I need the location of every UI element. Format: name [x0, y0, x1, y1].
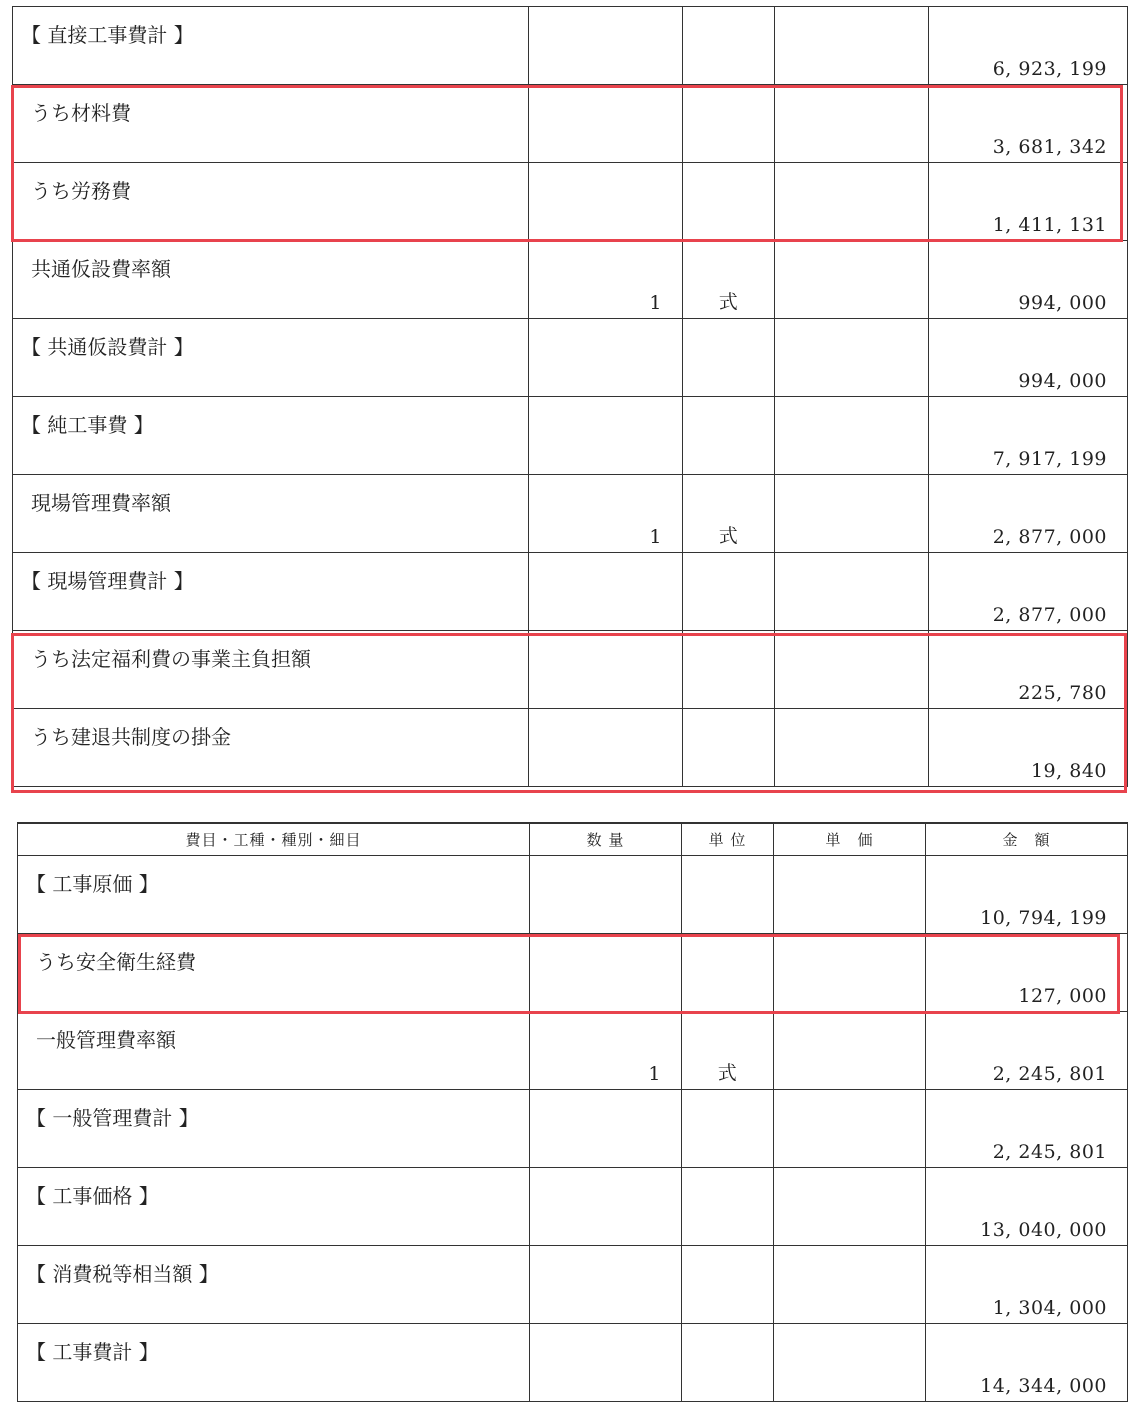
amount-value: 2, 877, 000	[992, 526, 1107, 548]
cost-table-lower	[17, 822, 1128, 1402]
table-row	[18, 1012, 1128, 1090]
quantity-cell	[530, 934, 682, 1012]
amount-value: 2, 245, 801	[992, 1063, 1107, 1085]
header-amount: 金 額	[926, 823, 1128, 856]
table-row	[13, 631, 1128, 709]
item-name: 【 工事費計 】	[26, 1340, 159, 1364]
unit-cell	[682, 1012, 774, 1090]
unit-price-cell	[774, 1012, 926, 1090]
header-item-name: 費目・工種・種別・細目	[18, 823, 530, 856]
unit-cell	[683, 709, 775, 787]
quantity-cell	[530, 1012, 682, 1090]
cost-table-upper	[12, 6, 1128, 787]
unit-cell	[683, 241, 775, 319]
item-name: 【 直接工事費計 】	[21, 23, 194, 47]
unit-value: 式	[717, 1062, 738, 1084]
unit-price-cell	[775, 475, 929, 553]
table-row	[18, 1168, 1128, 1246]
item-name-cell	[18, 934, 530, 1012]
amount-value: 2, 245, 801	[992, 1141, 1107, 1163]
amount-cell	[929, 553, 1128, 631]
item-name: 一般管理費率額	[36, 1028, 176, 1052]
unit-cell	[683, 553, 775, 631]
unit-cell	[683, 319, 775, 397]
quantity-cell	[530, 1168, 682, 1246]
amount-cell	[926, 856, 1128, 934]
amount-cell	[929, 163, 1128, 241]
amount-cell	[929, 709, 1128, 787]
item-name-cell	[13, 319, 529, 397]
amount-value: 10, 794, 199	[980, 907, 1107, 929]
amount-cell	[926, 1324, 1128, 1402]
item-name: うち材料費	[31, 101, 131, 125]
quantity-cell	[529, 709, 683, 787]
item-name: うち労務費	[31, 179, 131, 203]
amount-cell	[929, 319, 1128, 397]
unit-cell	[682, 1246, 774, 1324]
table-row	[13, 163, 1128, 241]
table-row	[18, 1324, 1128, 1402]
item-name-cell	[13, 7, 529, 85]
amount-cell	[926, 1246, 1128, 1324]
amount-cell	[929, 631, 1128, 709]
item-name: うち法定福利費の事業主負担額	[31, 647, 311, 671]
unit-value: 式	[718, 291, 739, 313]
table-row	[13, 241, 1128, 319]
item-name: 【 共通仮設費計 】	[21, 335, 194, 359]
table-header-row	[18, 823, 1128, 856]
amount-value: 19, 840	[1030, 760, 1107, 782]
unit-cell	[682, 856, 774, 934]
quantity-cell	[530, 1246, 682, 1324]
quantity-cell	[529, 7, 683, 85]
quantity-cell	[530, 1324, 682, 1402]
header-unit: 単 位	[682, 823, 774, 856]
table-row	[18, 1090, 1128, 1168]
quantity-cell	[530, 856, 682, 934]
amount-value: 13, 040, 000	[980, 1219, 1107, 1241]
item-name-cell	[13, 709, 529, 787]
unit-price-cell	[775, 631, 929, 709]
item-name: 【 消費税等相当額 】	[26, 1262, 219, 1286]
quantity-cell	[529, 631, 683, 709]
item-name-cell	[18, 1012, 530, 1090]
item-name: 【 一般管理費計 】	[26, 1106, 199, 1130]
amount-value: 6, 923, 199	[992, 58, 1107, 80]
amount-value: 225, 780	[1018, 682, 1107, 704]
unit-price-cell	[774, 1090, 926, 1168]
table-row	[13, 7, 1128, 85]
unit-cell	[683, 7, 775, 85]
unit-price-cell	[775, 7, 929, 85]
table-row	[13, 319, 1128, 397]
amount-cell	[926, 934, 1128, 1012]
amount-cell	[926, 1012, 1128, 1090]
unit-cell	[683, 475, 775, 553]
amount-value: 127, 000	[1018, 985, 1107, 1007]
unit-price-cell	[775, 85, 929, 163]
unit-price-cell	[775, 163, 929, 241]
amount-cell	[929, 475, 1128, 553]
quantity-cell	[529, 319, 683, 397]
amount-cell	[929, 7, 1128, 85]
item-name: うち建退共制度の掛金	[31, 725, 231, 749]
amount-value: 994, 000	[1018, 292, 1107, 314]
amount-value: 994, 000	[1018, 370, 1107, 392]
quantity-value: 1	[648, 1063, 661, 1085]
header-unit-price: 単 価	[774, 823, 926, 856]
unit-cell	[682, 934, 774, 1012]
unit-price-cell	[774, 1246, 926, 1324]
quantity-cell	[529, 397, 683, 475]
unit-price-cell	[775, 241, 929, 319]
unit-price-cell	[775, 397, 929, 475]
unit-price-cell	[775, 319, 929, 397]
item-name-cell	[13, 631, 529, 709]
item-name-cell	[18, 1168, 530, 1246]
item-name-cell	[13, 553, 529, 631]
table-row	[18, 1246, 1128, 1324]
amount-cell	[926, 1090, 1128, 1168]
item-name: うち安全衛生経費	[36, 950, 196, 974]
item-name-cell	[18, 856, 530, 934]
quantity-cell	[529, 553, 683, 631]
table-row	[13, 397, 1128, 475]
amount-cell	[929, 85, 1128, 163]
amount-value: 7, 917, 199	[992, 448, 1107, 470]
quantity-cell	[529, 85, 683, 163]
item-name-cell	[13, 397, 529, 475]
item-name-cell	[13, 241, 529, 319]
unit-cell	[683, 397, 775, 475]
table-row	[18, 856, 1128, 934]
quantity-cell	[529, 241, 683, 319]
unit-price-cell	[774, 934, 926, 1012]
amount-cell	[929, 397, 1128, 475]
quantity-value: 1	[649, 292, 662, 314]
unit-price-cell	[775, 553, 929, 631]
amount-value: 14, 344, 000	[980, 1375, 1107, 1397]
item-name: 【 純工事費 】	[21, 413, 154, 437]
quantity-cell	[530, 1090, 682, 1168]
item-name-cell	[13, 475, 529, 553]
table-row	[13, 709, 1128, 787]
item-name-cell	[13, 85, 529, 163]
unit-cell	[683, 163, 775, 241]
item-name: 共通仮設費率額	[31, 257, 171, 281]
unit-cell	[682, 1324, 774, 1402]
table-row	[13, 475, 1128, 553]
item-name: 【 工事価格 】	[26, 1184, 159, 1208]
item-name: 【 現場管理費計 】	[21, 569, 194, 593]
item-name-cell	[18, 1324, 530, 1402]
item-name-cell	[18, 1246, 530, 1324]
unit-value: 式	[718, 525, 739, 547]
quantity-value: 1	[649, 526, 662, 548]
amount-value: 3, 681, 342	[992, 136, 1107, 158]
table-row	[13, 553, 1128, 631]
item-name: 【 工事原価 】	[26, 872, 159, 896]
amount-value: 1, 304, 000	[992, 1297, 1107, 1319]
item-name-cell	[13, 163, 529, 241]
amount-value: 2, 877, 000	[992, 604, 1107, 626]
quantity-cell	[529, 475, 683, 553]
table-row	[18, 934, 1128, 1012]
unit-price-cell	[774, 856, 926, 934]
amount-cell	[929, 241, 1128, 319]
unit-cell	[682, 1090, 774, 1168]
header-quantity: 数 量	[530, 823, 682, 856]
unit-cell	[683, 631, 775, 709]
table-row	[13, 85, 1128, 163]
unit-price-cell	[774, 1324, 926, 1402]
unit-price-cell	[774, 1168, 926, 1246]
unit-price-cell	[775, 709, 929, 787]
item-name-cell	[18, 1090, 530, 1168]
quantity-cell	[529, 163, 683, 241]
amount-cell	[926, 1168, 1128, 1246]
amount-value: 1, 411, 131	[992, 214, 1107, 236]
unit-cell	[682, 1168, 774, 1246]
unit-cell	[683, 85, 775, 163]
item-name: 現場管理費率額	[31, 491, 171, 515]
